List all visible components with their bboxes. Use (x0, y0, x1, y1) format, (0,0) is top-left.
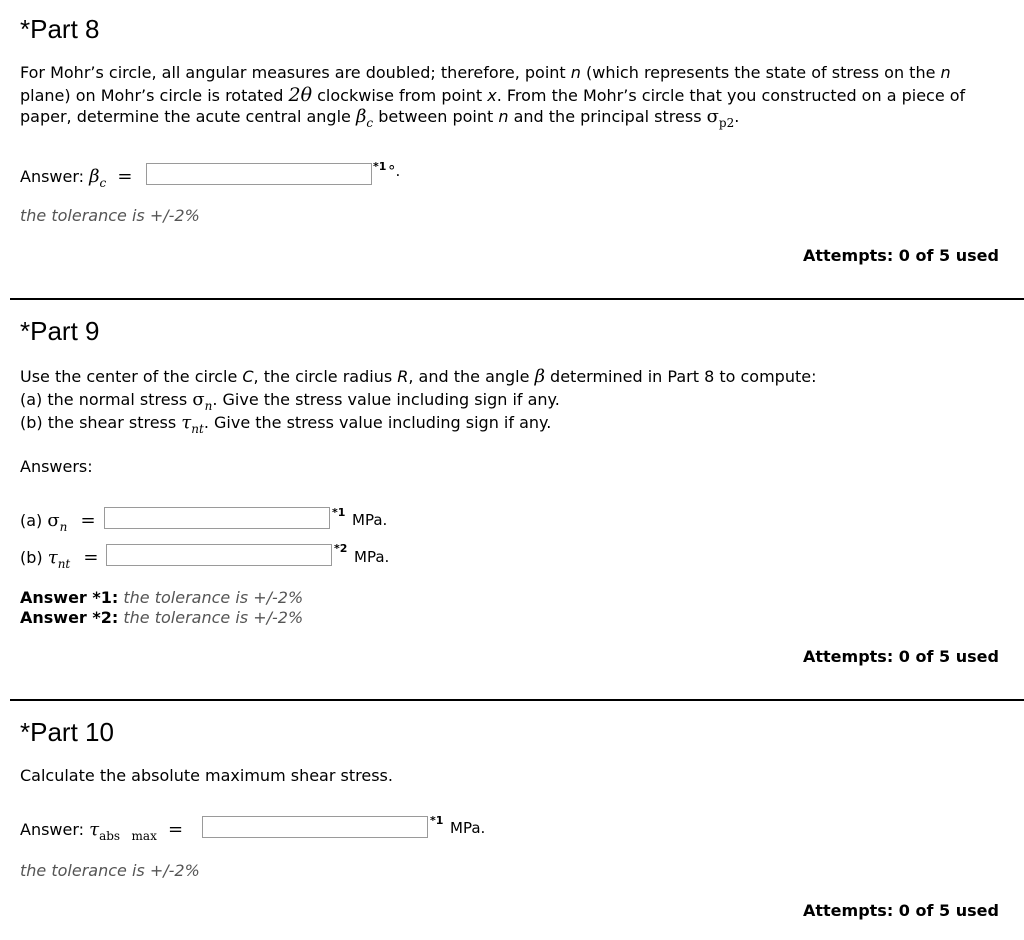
text-run: . (734, 107, 740, 126)
part9-answer-b-unit: MPa. (354, 548, 390, 566)
part10-attempts: Attempts: 0 of 5 used (803, 901, 999, 920)
beta-symbol: β (355, 106, 367, 127)
text-run: Answer: (20, 820, 90, 839)
part9-instruction-line3 (20, 412, 551, 435)
sigma-symbol: σ (47, 510, 60, 531)
tau-subscript: nt (57, 557, 71, 571)
part9-answer-b-marker: *2 (334, 542, 348, 555)
var-n: n (498, 107, 509, 126)
part9-instruction-line2 (20, 389, 560, 412)
beta-subscript: c (366, 116, 374, 130)
part8-tolerance: the tolerance is +/-2% (20, 206, 200, 225)
sigma-subscript: n (204, 399, 213, 413)
part8-answer-label (20, 166, 132, 189)
tau-symbol: τ (47, 547, 58, 568)
text-run: (b) the shear stress (20, 413, 182, 432)
text-run: Use the center of the circle (20, 367, 243, 386)
part9-answer-a-label (20, 510, 96, 533)
part10-answer-input[interactable] (202, 816, 428, 838)
part8-title: *Part 8 (20, 14, 100, 44)
var-c: C (242, 367, 254, 386)
part10-title: *Part 10 (20, 717, 114, 747)
text-run: . From the Mohr’s circle that you constructed on a piece of (496, 86, 966, 105)
text-run: . Give the stress value including sign if any. (203, 413, 552, 432)
part9-answer-b-label (20, 547, 98, 570)
part9-answer2-tolerance (20, 607, 303, 629)
tau-subscript: nt (191, 422, 204, 436)
text-run: between point (373, 107, 499, 126)
part8-description-line3 (20, 106, 739, 129)
var-r: R (397, 367, 409, 386)
text-run: (a) (20, 511, 48, 530)
answer1-label: Answer *1: (20, 588, 119, 607)
part8-answer-marker: *1 (373, 160, 387, 173)
part10-description: Calculate the absolute maximum shear stress. (20, 766, 393, 785)
part10-answer-marker: *1 (430, 814, 444, 827)
part9-attempts: Attempts: 0 of 5 used (803, 647, 999, 666)
var-n: n (940, 63, 951, 82)
two-theta-symbol: 2θ (288, 84, 313, 106)
var-x: x (487, 86, 497, 105)
part9-answer-a-unit: MPa. (352, 511, 388, 529)
beta-subscript: c (99, 176, 107, 190)
var-n: n (570, 63, 581, 82)
text-run: For Mohr’s circle, all angular measures are doubled; therefore, point (20, 63, 571, 82)
text-run: (b) (20, 548, 48, 567)
tau-subscript: abs max (99, 829, 157, 843)
equals-sign: = (117, 166, 133, 187)
sigma-symbol: σ (192, 389, 205, 410)
part9-answer-a-input[interactable] (104, 507, 330, 529)
text-run: clockwise from point (312, 86, 488, 105)
sigma-subscript: p2 (718, 116, 735, 130)
answer2-tolerance-text: the tolerance is +/-2% (118, 608, 304, 627)
beta-symbol: β (534, 366, 545, 387)
tau-symbol: τ (181, 412, 192, 433)
section-divider (10, 298, 1024, 300)
equals-sign: = (83, 547, 99, 568)
part9-answers-label: Answers: (20, 457, 93, 476)
equals-sign: = (167, 819, 184, 840)
part10-tolerance: the tolerance is +/-2% (20, 861, 200, 880)
part8-answer-input[interactable] (146, 163, 372, 185)
section-divider (10, 699, 1024, 701)
sigma-symbol: σ (706, 106, 719, 127)
text-run: Answer: (20, 167, 90, 186)
part9-instruction-line1 (20, 366, 816, 388)
part8-description-line1 (20, 62, 951, 84)
part8-attempts: Attempts: 0 of 5 used (803, 246, 999, 265)
beta-symbol: β (89, 166, 100, 187)
text-run: . Give the stress value including sign if any. (212, 390, 560, 409)
part10-answer-label (20, 819, 183, 842)
text-run: (a) the normal stress (20, 390, 193, 409)
text-run: and the principal stress (508, 107, 707, 126)
equals-sign: = (80, 510, 96, 531)
tau-symbol: τ (89, 819, 100, 840)
text-run: paper, determine the acute central angle (20, 107, 356, 126)
answer2-label: Answer *2: (20, 608, 119, 627)
text-run: plane) on Mohr’s circle is rotated (20, 86, 289, 105)
part8-description-line2 (20, 84, 965, 107)
text-run: , the circle radius (253, 367, 398, 386)
text-run: , and the angle (408, 367, 535, 386)
answer1-tolerance-text: the tolerance is +/-2% (118, 588, 304, 607)
text-run: (which represents the state of stress on the (580, 63, 941, 82)
part10-unit: MPa. (450, 819, 486, 837)
part8-unit: °. (388, 162, 401, 180)
part9-answer-b-input[interactable] (106, 544, 332, 566)
sigma-subscript: n (59, 520, 68, 534)
text-run: determined in Part 8 to compute: (544, 367, 817, 386)
part9-answer-a-marker: *1 (332, 506, 346, 519)
part9-answer1-tolerance (20, 587, 303, 609)
part9-title: *Part 9 (20, 316, 100, 346)
